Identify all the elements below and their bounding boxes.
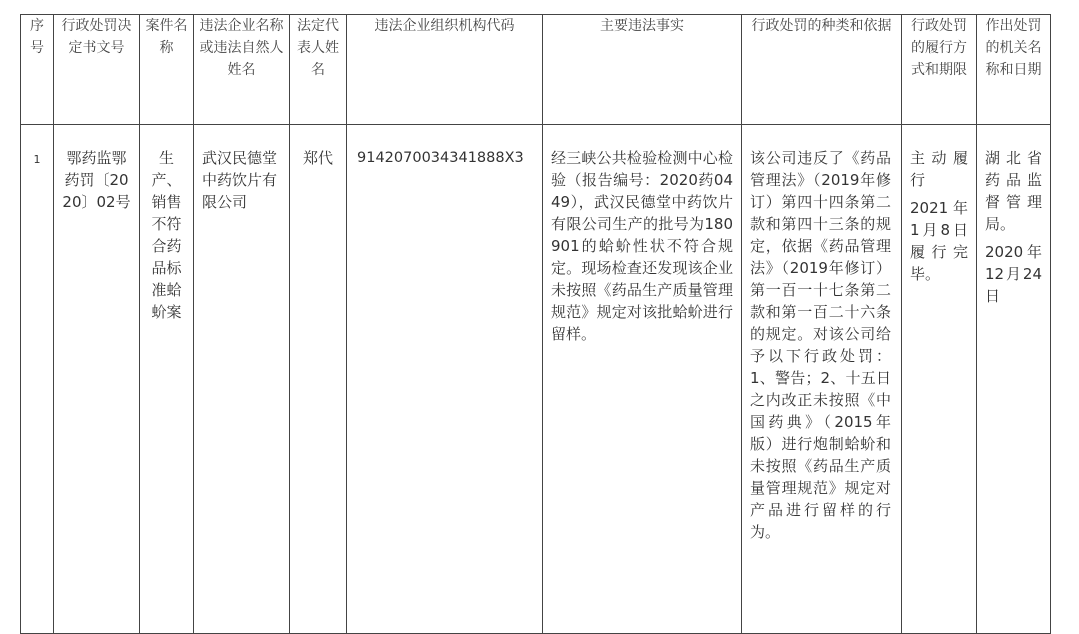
header-row: [21, 15, 1051, 125]
authority-date: 2020年12月24日: [985, 243, 1042, 305]
cell-company: 武汉民德堂中药饮片有限公司: [194, 125, 290, 634]
authority-name: 湖北省药品监督管理局。: [985, 149, 1042, 233]
cell-fulfillment: [902, 125, 977, 634]
header-facts: 主要违法事实: [543, 15, 742, 125]
header-decision-no: 行政处罚决定书文号: [54, 15, 140, 125]
header-org-code: 违法企业组织机构代码: [347, 15, 543, 125]
fulfillment-method: 主动履行: [910, 149, 968, 189]
fulfillment-date: 2021年1月8日履行完毕。: [910, 199, 968, 283]
cell-case-name: 生产、销售不符合药品标准蛤蚧案: [140, 125, 194, 634]
header-index: 序号: [21, 15, 54, 125]
header-penalty: 行政处罚的种类和依据: [742, 15, 902, 125]
header-case-name: 案件名称: [140, 15, 194, 125]
header-company: 违法企业名称或违法自然人姓名: [194, 15, 290, 125]
cell-facts: 经三峡公共检验检测中心检验（报告编号：2020药0449），武汉民德堂中药饮片有限公司生产的批号为180901的蛤蚧性状不符合规定。现场检查还发现该企业未按照《药品生产质量管理规范》规定对该批蛤蚧进行留样。: [543, 125, 742, 634]
header-legal-rep: 法定代表人姓名: [290, 15, 347, 125]
header-fulfillment: 行政处罚的履行方式和期限: [902, 15, 977, 125]
cell-authority: [977, 125, 1051, 634]
header-authority: 作出处罚的机关名称和日期: [977, 15, 1051, 125]
cell-index: 1: [21, 125, 54, 634]
table-row: [21, 125, 1051, 634]
cell-decision-no: 鄂药监鄂药罚〔2020〕02号: [54, 125, 140, 634]
cell-penalty: 该公司违反了《药品管理法》（2019年修订）第四十四条第二款和第四十三条的规定，依据《药品管理法》（2019年修订）第一百一十七条第二款和第一百二十六条的规定。对该公司给予以下行政处罚：1、警告；2、十五日之内改正未按照《中国药典》（2015年版）进行炮制蛤蚧和未按照《药品生产质量管理规范》规定对产品进行留样的行为。: [742, 125, 902, 634]
penalty-table: [20, 14, 1051, 634]
cell-legal-rep: 郑代: [290, 125, 347, 634]
cell-org-code: 914207003434​1888X3: [347, 125, 543, 634]
